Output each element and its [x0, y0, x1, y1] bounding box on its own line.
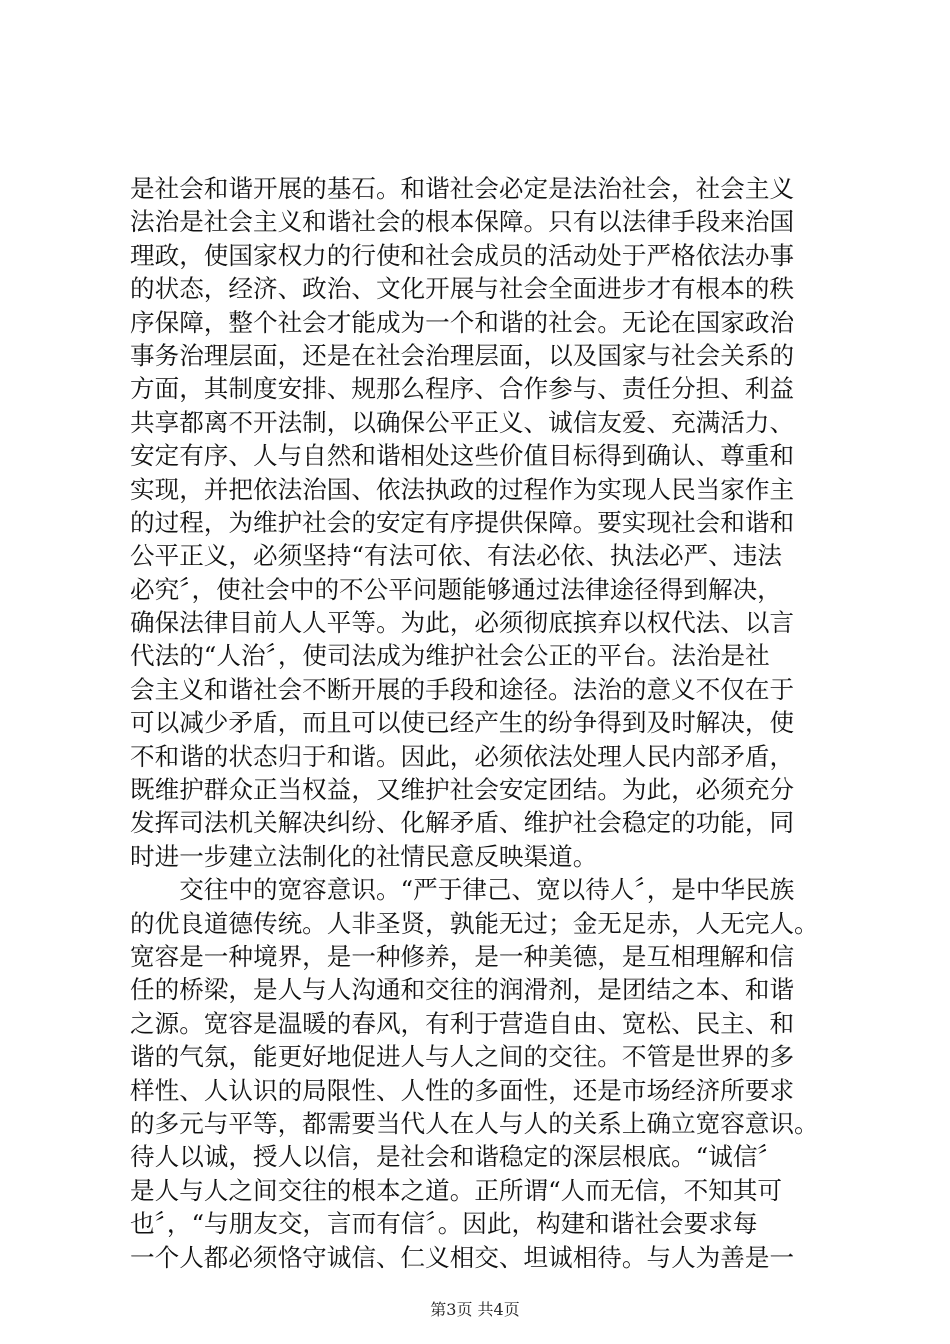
text-line: 理政，使国家权力的行使和社会成员的活动处于严格依法办事 — [130, 240, 795, 270]
body-text — [130, 172, 830, 1274]
text-line: 也〞，“与朋友交，言而有信〞。因此，构建和谐社会要求每 — [130, 1209, 758, 1239]
text-line: 法治是社会主义和谐社会的根本保障。只有以法律手段来治国 — [130, 207, 795, 237]
text-line: 必究〞，使社会中的不公平问题能够通过法律途径得到解决， — [130, 574, 782, 604]
text-line: 共享都离不开法制，以确保公平正义、诚信友爱、充满活力、 — [130, 407, 795, 437]
text-line: 的过程，为维护社会的安定有序提供保障。要实现社会和谐和 — [130, 507, 795, 537]
text-line: 的优良道德传统。人非圣贤，孰能无过；金无足赤，人无完人。 — [130, 908, 819, 938]
text-line: 之源。宽容是温暖的春风，有利于营造自由、宽松、民主、和 — [130, 1008, 795, 1038]
text-line: 样性、人认识的局限性、人性的多面性，还是市场经济所要求 — [130, 1075, 795, 1105]
text-line: 交往中的宽容意识。“严于律己、宽以待人〞，是中华民族 — [130, 875, 795, 905]
text-line: 序保障，整个社会才能成为一个和谐的社会。无论在国家政治 — [130, 307, 795, 337]
text-line: 的多元与平等，都需要当代人在人与人的关系上确立宽容意识。 — [130, 1108, 819, 1138]
text-line: 谐的气氛，能更好地促进人与人之间的交往。不管是世界的多 — [130, 1042, 795, 1072]
text-line: 任的桥梁，是人与人沟通和交往的润滑剂，是团结之本、和谐 — [130, 975, 795, 1005]
text-line: 是社会和谐开展的基石。和谐社会必定是法治社会，社会主义 — [130, 174, 795, 203]
text-line: 是人与人之间交往的根本之道。正所谓“人而无信，不知其可 — [130, 1175, 783, 1205]
text-line: 确保法律目前人人平等。为此，必须彻底摈弃以权代法、以言 — [130, 608, 795, 638]
text-line: 既维护群众正当权益，又维护社会安定团结。为此，必须充分 — [130, 775, 795, 805]
text-line: 方面，其制度安排、规那么程序、合作参与、责任分担、利益 — [130, 374, 795, 404]
text-line: 一个人都必须恪守诚信、仁义相交、坦诚相待。与人为善是一 — [130, 1242, 795, 1272]
text-line: 会主义和谐社会不断开展的手段和途径。法治的意义不仅在于 — [130, 674, 795, 704]
text-line: 安定有序、人与自然和谐相处这些价值目标得到确认、尊重和 — [130, 441, 795, 471]
text-line: 时进一步建立法制化的社情民意反映渠道。 — [130, 841, 598, 871]
text-line: 公平正义，必须坚持“有法可依、有法必依、执法必严、违法 — [130, 541, 783, 571]
text-line: 不和谐的状态归于和谐。因此，必须依法处理人民内部矛盾， — [130, 741, 795, 771]
text-line: 发挥司法机关解决纠纷、化解矛盾、维护社会稳定的功能，同 — [130, 808, 795, 838]
text-line: 代法的“人治〞，使司法成为维护社会公正的平台。法治是社 — [130, 641, 770, 671]
text-line: 可以减少矛盾，而且可以使已经产生的纷争得到及时解决，使 — [130, 708, 795, 738]
text-line: 宽容是一种境界，是一种修养，是一种美德，是互相理解和信 — [130, 941, 795, 971]
text-line: 的状态，经济、政治、文化开展与社会全面进步才有根本的秩 — [130, 274, 795, 304]
text-line: 事务治理层面，还是在社会治理层面，以及国家与社会关系的 — [130, 340, 795, 370]
text-line: 待人以诚，授人以信，是社会和谐稳定的深层根底。“诚信〞 — [130, 1142, 783, 1172]
text-line: 实现，并把依法治国、依法执政的过程作为实现人民当家作主 — [130, 474, 795, 504]
page-number-footer: 第3页 共4页 — [430, 1300, 520, 1319]
